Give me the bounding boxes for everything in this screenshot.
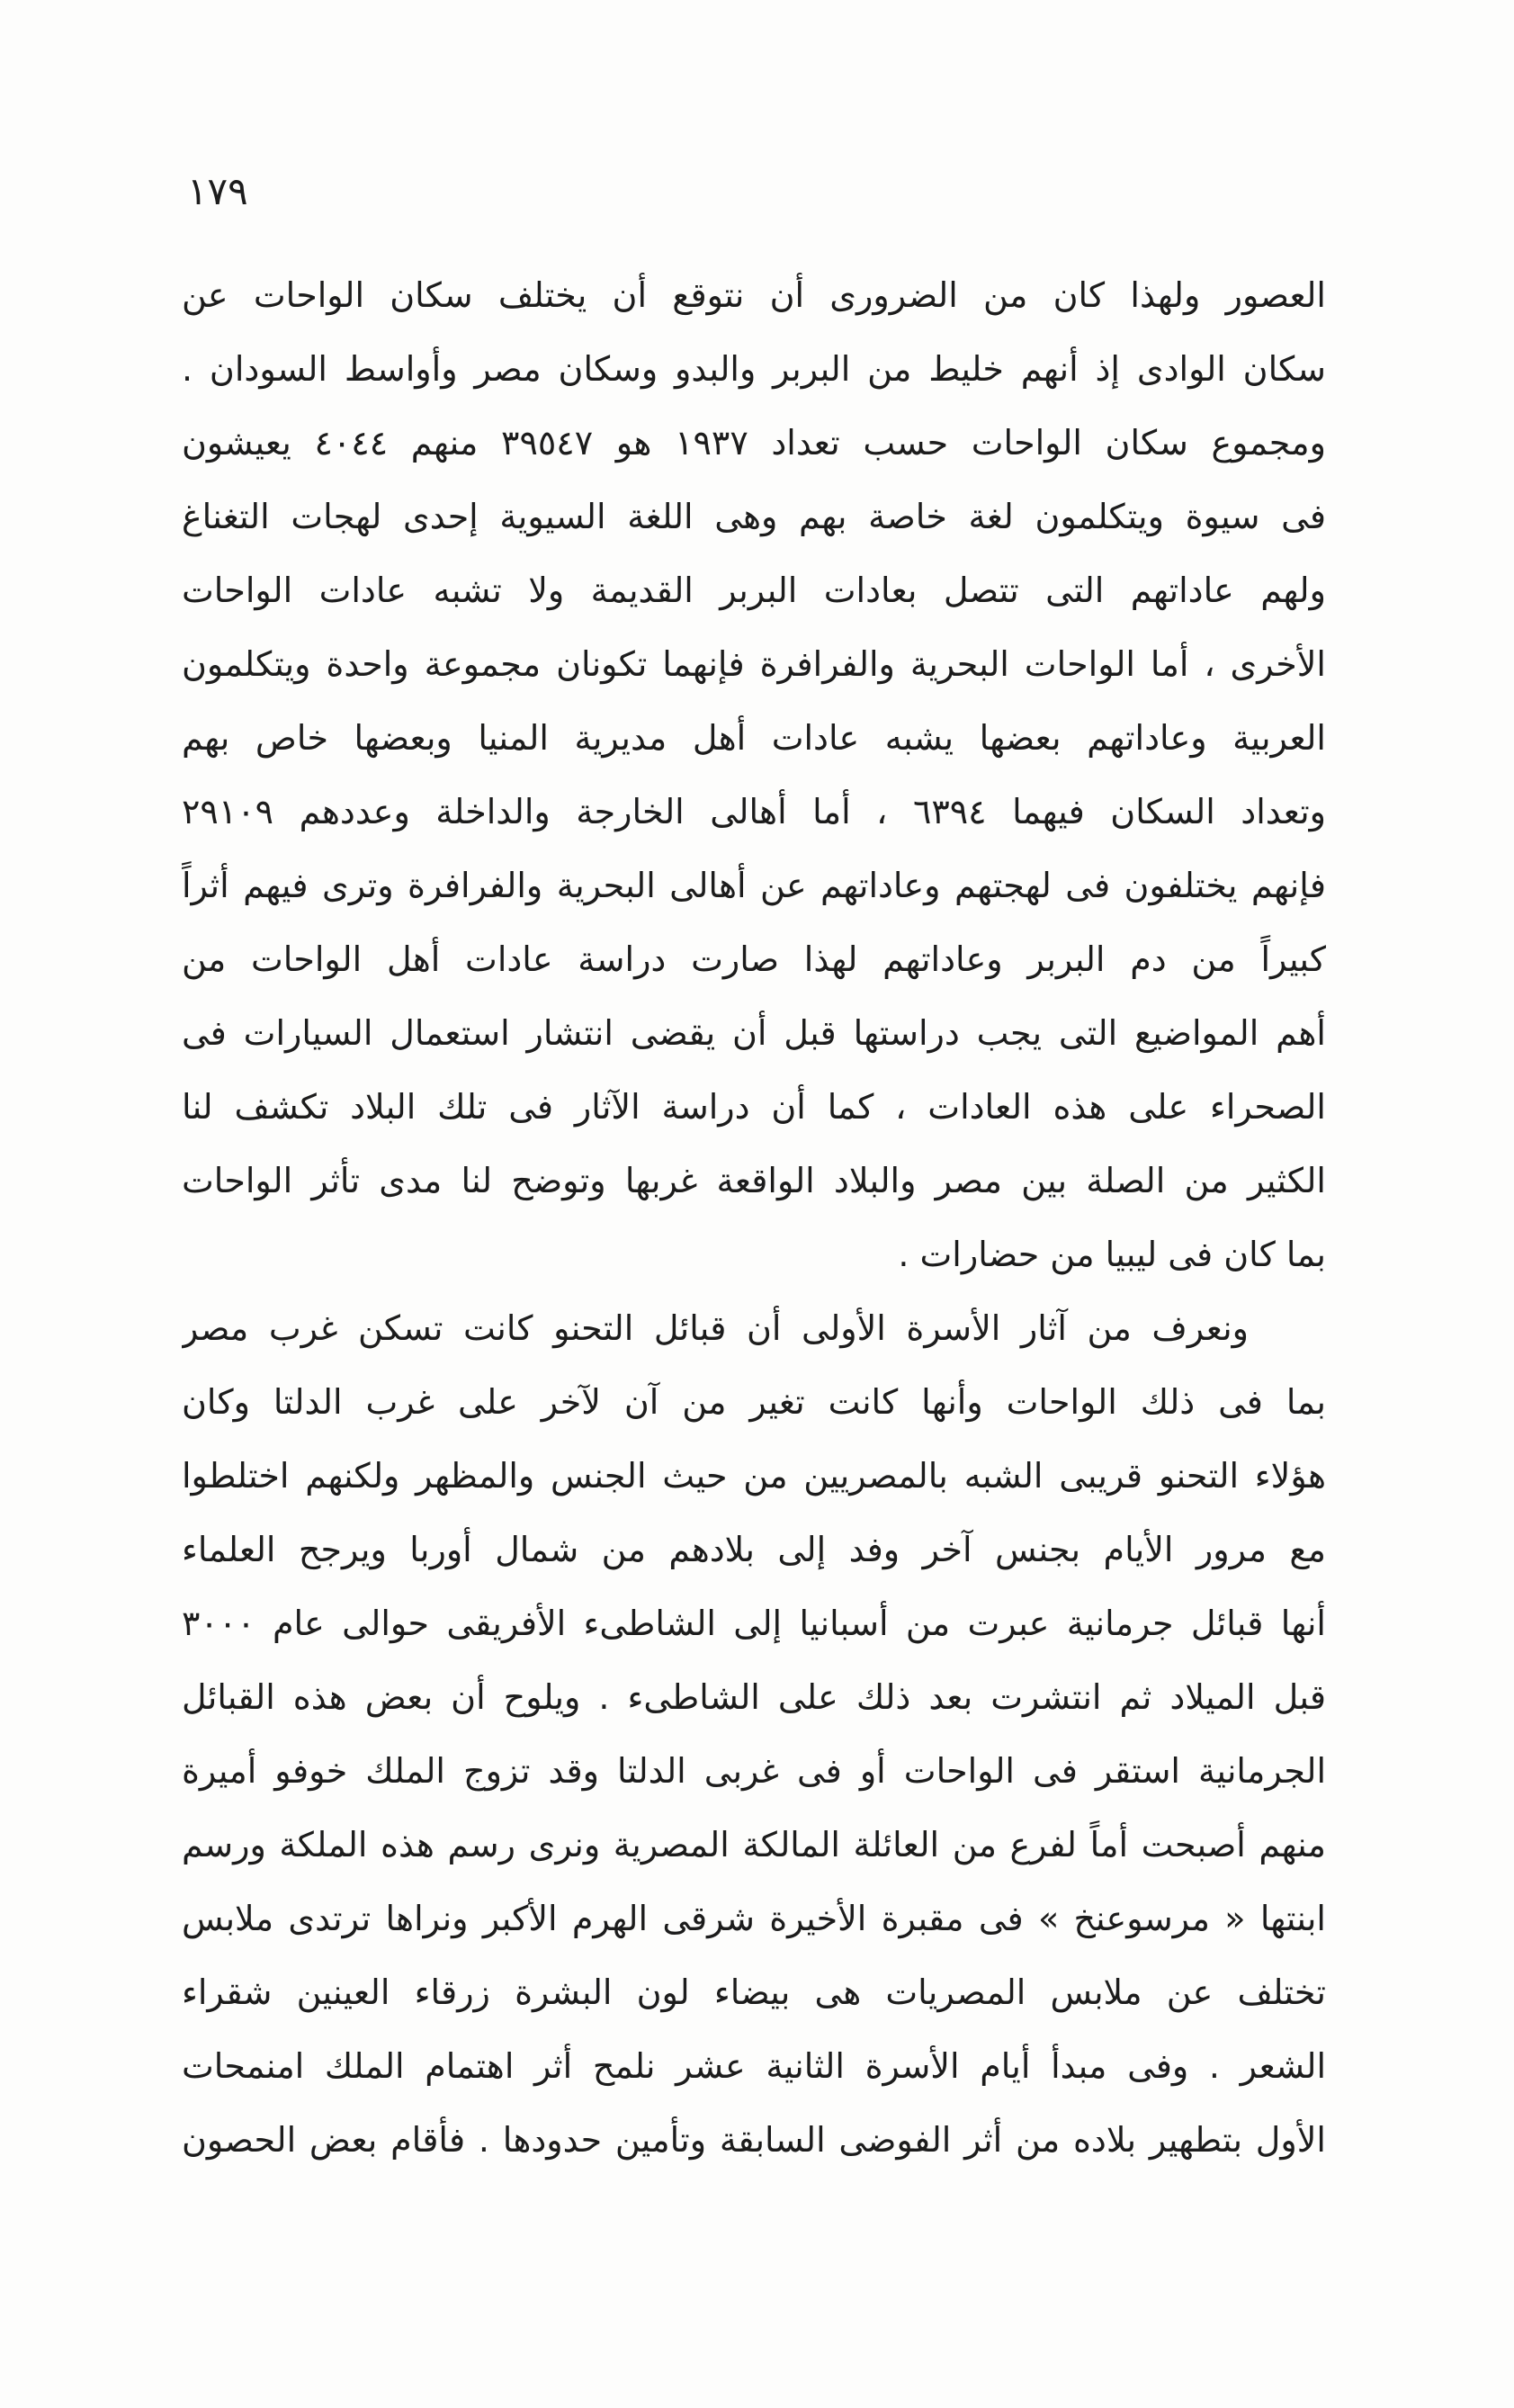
page-number: ١٧٩	[187, 169, 248, 213]
text-line: أهم المواضيع التى يجب دراستها قبل أن يقضى انتشار استعمال السيارات فى	[182, 1013, 1326, 1053]
text-line: العصور ولهذا كان من الضرورى أن نتوقع أن يختلف سكان الواحات عن	[182, 275, 1326, 315]
text-line-paragraph-start: ونعرف من آثار الأسرة الأولى أن قبائل التحنو كانت تسكن غرب مصر	[182, 1308, 1249, 1348]
text-line: الأول بتطهير بلاده من أثر الفوضى السابقة وتأمين حدودها . فأقام بعض الحصون	[182, 2120, 1326, 2160]
text-line: أنها قبائل جرمانية عبرت من أسبانيا إلى الشاطىء الأفريقى حوالى عام ٣٠٠٠	[182, 1604, 1326, 1643]
text-line: مع مرور الأيام بجنس آخر وفد إلى بلادهم من شمال أوربا ويرجح العلماء	[182, 1530, 1326, 1569]
text-line: الجرمانية استقر فى الواحات أو فى غربى الدلتا وقد تزوج الملك خوفو أميرة	[182, 1751, 1326, 1791]
text-line: ومجموع سكان الواحات حسب تعداد ١٩٣٧ هو ٣٩٥٤٧ منهم ٤٠٤٤ يعيشون	[182, 423, 1326, 463]
text-line: فإنهم يختلفون فى لهجتهم وعاداتهم عن أهالى البحرية والفرافرة وترى فيهم أثراً	[182, 866, 1326, 905]
text-line: كبيراً من دم البربر وعاداتهم لهذا صارت دراسة عادات أهل الواحات من	[182, 939, 1326, 979]
text-line: بما فى ذلك الواحات وأنها كانت تغير من آن لآخر على غرب الدلتا وكان	[182, 1382, 1326, 1422]
body-text	[182, 258, 1326, 2177]
text-line: الأخرى ، أما الواحات البحرية والفرافرة فإنهما تكونان مجموعة واحدة ويتكلمون	[182, 644, 1326, 684]
paragraph-2	[182, 1291, 1326, 2177]
paragraph-1	[182, 258, 1326, 1291]
text-line: منهم أصبحت أماً لفرع من العائلة المالكة المصرية ونرى رسم هذه الملكة ورسم	[182, 1825, 1326, 1864]
text-line: هؤلاء التحنو قريبى الشبه بالمصريين من حيث الجنس والمظهر ولكنهم اختلطوا	[182, 1456, 1326, 1496]
text-line: الصحراء على هذه العادات ، كما أن دراسة الآثار فى تلك البلاد تكشف لنا	[182, 1087, 1326, 1127]
text-line: قبل الميلاد ثم انتشرت بعد ذلك على الشاطىء . ويلوح أن بعض هذه القبائل	[182, 1677, 1326, 1717]
text-line: ولهم عاداتهم التى تتصل بعادات البربر القديمة ولا تشبه عادات الواحات	[182, 571, 1326, 610]
text-line: الكثير من الصلة بين مصر والبلاد الواقعة غربها وتوضح لنا مدى تأثر الواحات	[182, 1161, 1326, 1200]
text-line: وتعداد السكان فيهما ٦٣٩٤ ، أما أهالى الخارجة والداخلة وعددهم ٢٩١٠٩	[182, 792, 1326, 831]
text-line: فى سيوة ويتكلمون لغة خاصة بهم وهى اللغة السيوية إحدى لهجات التغناغ	[182, 497, 1326, 536]
text-line: الشعر . وفى مبدأ أيام الأسرة الثانية عشر نلمح أثر اهتمام الملك امنمحات	[182, 2046, 1326, 2086]
text-line: ابنتها « مرسوعنخ » فى مقبرة الأخيرة شرقى الهرم الأكبر ونراها ترتدى ملابس	[182, 1899, 1326, 1938]
text-line-paragraph-end: بما كان فى ليبيا من حضارات .	[898, 1235, 1326, 1274]
text-line: العربية وعاداتهم بعضها يشبه عادات أهل مديرية المنيا وبعضها خاص بهم	[182, 718, 1326, 758]
text-line: سكان الوادى إذ أنهم خليط من البربر والبدو وسكان مصر وأواسط السودان .	[182, 349, 1326, 389]
text-line: تختلف عن ملابس المصريات هى بيضاء لون البشرة زرقاء العينين شقراء	[182, 1972, 1326, 2012]
